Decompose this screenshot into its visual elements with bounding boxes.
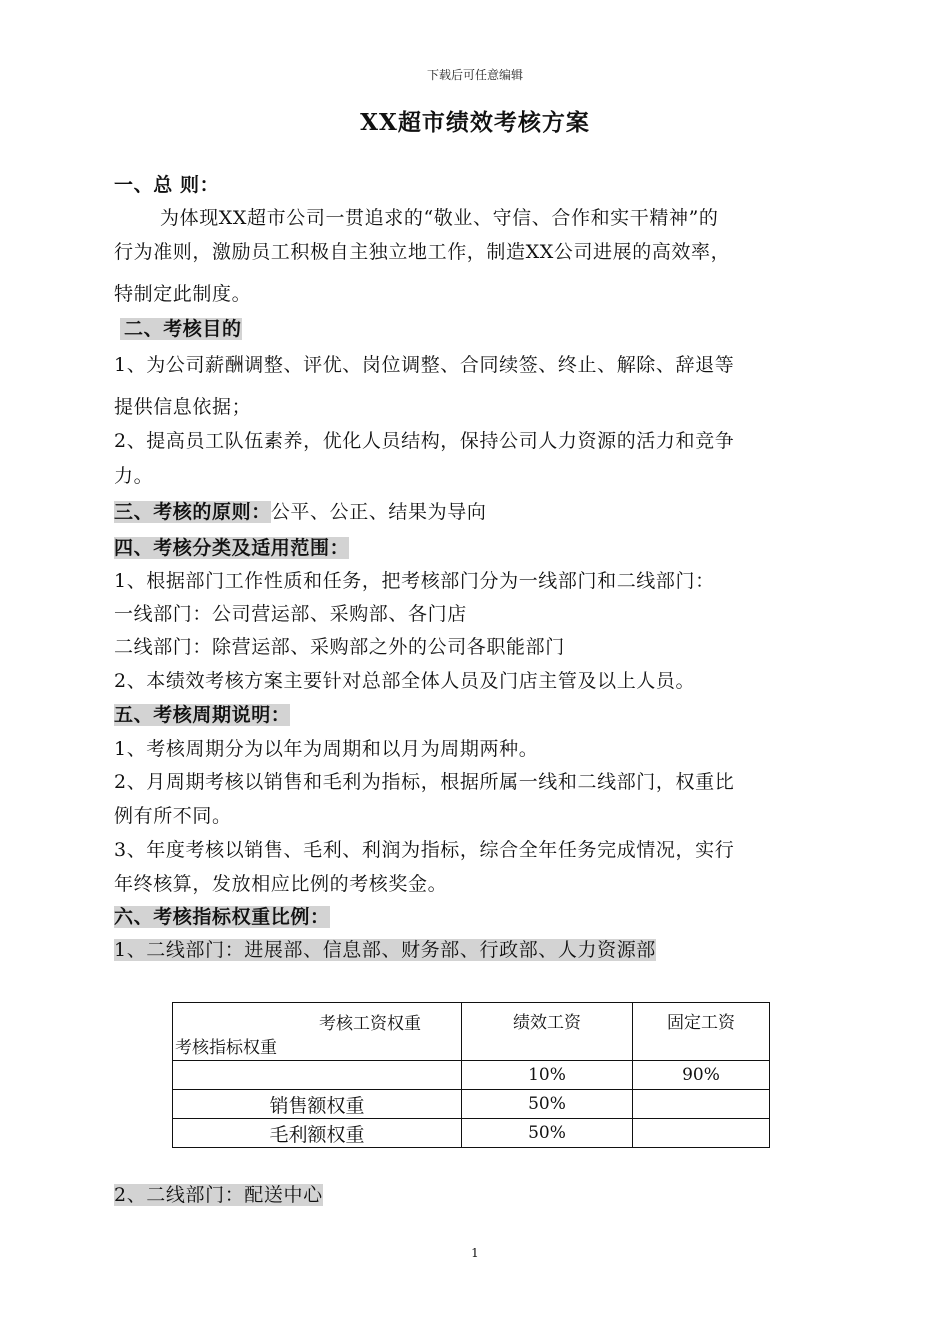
header-top-label: 考核工资权重 [319,1014,421,1034]
section-6-heading: 六、考核指标权重比例： [114,906,330,928]
diagonal-header-cell [173,1003,462,1061]
header-bottom-label: 考核指标权重 [175,1038,277,1058]
paragraph: 一线部门：公司营运部、采购部、各门店 [114,603,467,625]
row-label: 毛利额权重 [173,1119,462,1148]
cell-fixed: 90% [633,1061,770,1090]
column-header-fixed: 固定工资 [633,1003,770,1061]
section-1-heading: 一、总 则： [114,174,220,196]
cell-perf: 50% [462,1090,633,1119]
paragraph: 提供信息依据； [114,396,252,418]
paragraph: 年终核算，发放相应比例的考核奖金。 [114,873,448,895]
cell-perf: 50% [462,1119,633,1148]
paragraph: 二线部门：除营运部、采购部之外的公司各职能部门 [114,636,565,658]
paragraph: 1、为公司薪酬调整、评优、岗位调整、合同续签、终止、解除、辞退等 [114,354,735,376]
table-header-row [173,1003,770,1061]
page-number: 1 [471,1246,479,1260]
paragraph: 2、提高员工队伍素养，优化人员结构，保持公司人力资源的活力和竞争 [114,430,735,452]
row-label [173,1061,462,1090]
paragraph: 特制定此制度。 [114,283,252,305]
paragraph: 例有所不同。 [114,805,232,827]
column-header-perf: 绩效工资 [462,1003,633,1061]
table-row [173,1119,770,1148]
paragraph: 力。 [114,465,154,487]
paragraph: 2、月周期考核以销售和毛利为指标，根据所属一线和二线部门，权重比 [114,771,735,793]
section-2-heading: 二、考核目的 [120,318,242,340]
paragraph: 1、考核周期分为以年为周期和以月为周期两种。 [114,738,539,760]
paragraph: 1、根据部门工作性质和任务，把考核部门分为一线部门和二线部门： [114,570,715,592]
paragraph: 行为准则，激励员工积极自主独立地工作，制造XX公司进展的高效率， [114,241,731,263]
paragraph: 为体现XX超市公司一贯追求的“敬业、守信、合作和实干精神”的 [160,207,719,229]
document-title: XX超市绩效考核方案 [360,109,590,136]
section-4-heading: 四、考核分类及适用范围： [114,537,350,559]
section-3-heading: 三、考核的原则： [114,501,271,523]
header-note: 下载后可任意编辑 [426,68,523,82]
paragraph: 2、本绩效考核方案主要针对总部全体人员及门店主管及以上人员。 [114,670,696,692]
row-label: 销售额权重 [173,1090,462,1119]
cell-perf: 10% [462,1061,633,1090]
paragraph: 3、年度考核以销售、毛利、利润为指标，综合全年任务完成情况，实行 [114,839,735,861]
table-row [173,1090,770,1119]
section-6-item-1: 1、二线部门：进展部、信息部、财务部、行政部、人力资源部 [114,939,656,961]
cell-fixed [633,1119,770,1148]
cell-fixed [633,1090,770,1119]
table-row [173,1061,770,1090]
weight-table [172,1002,770,1148]
section-6-item-2: 2、二线部门：配送中心 [114,1184,323,1206]
section-5-heading: 五、考核周期说明： [114,704,291,726]
section-3-text: 公平、公正、结果为导向 [270,501,487,523]
